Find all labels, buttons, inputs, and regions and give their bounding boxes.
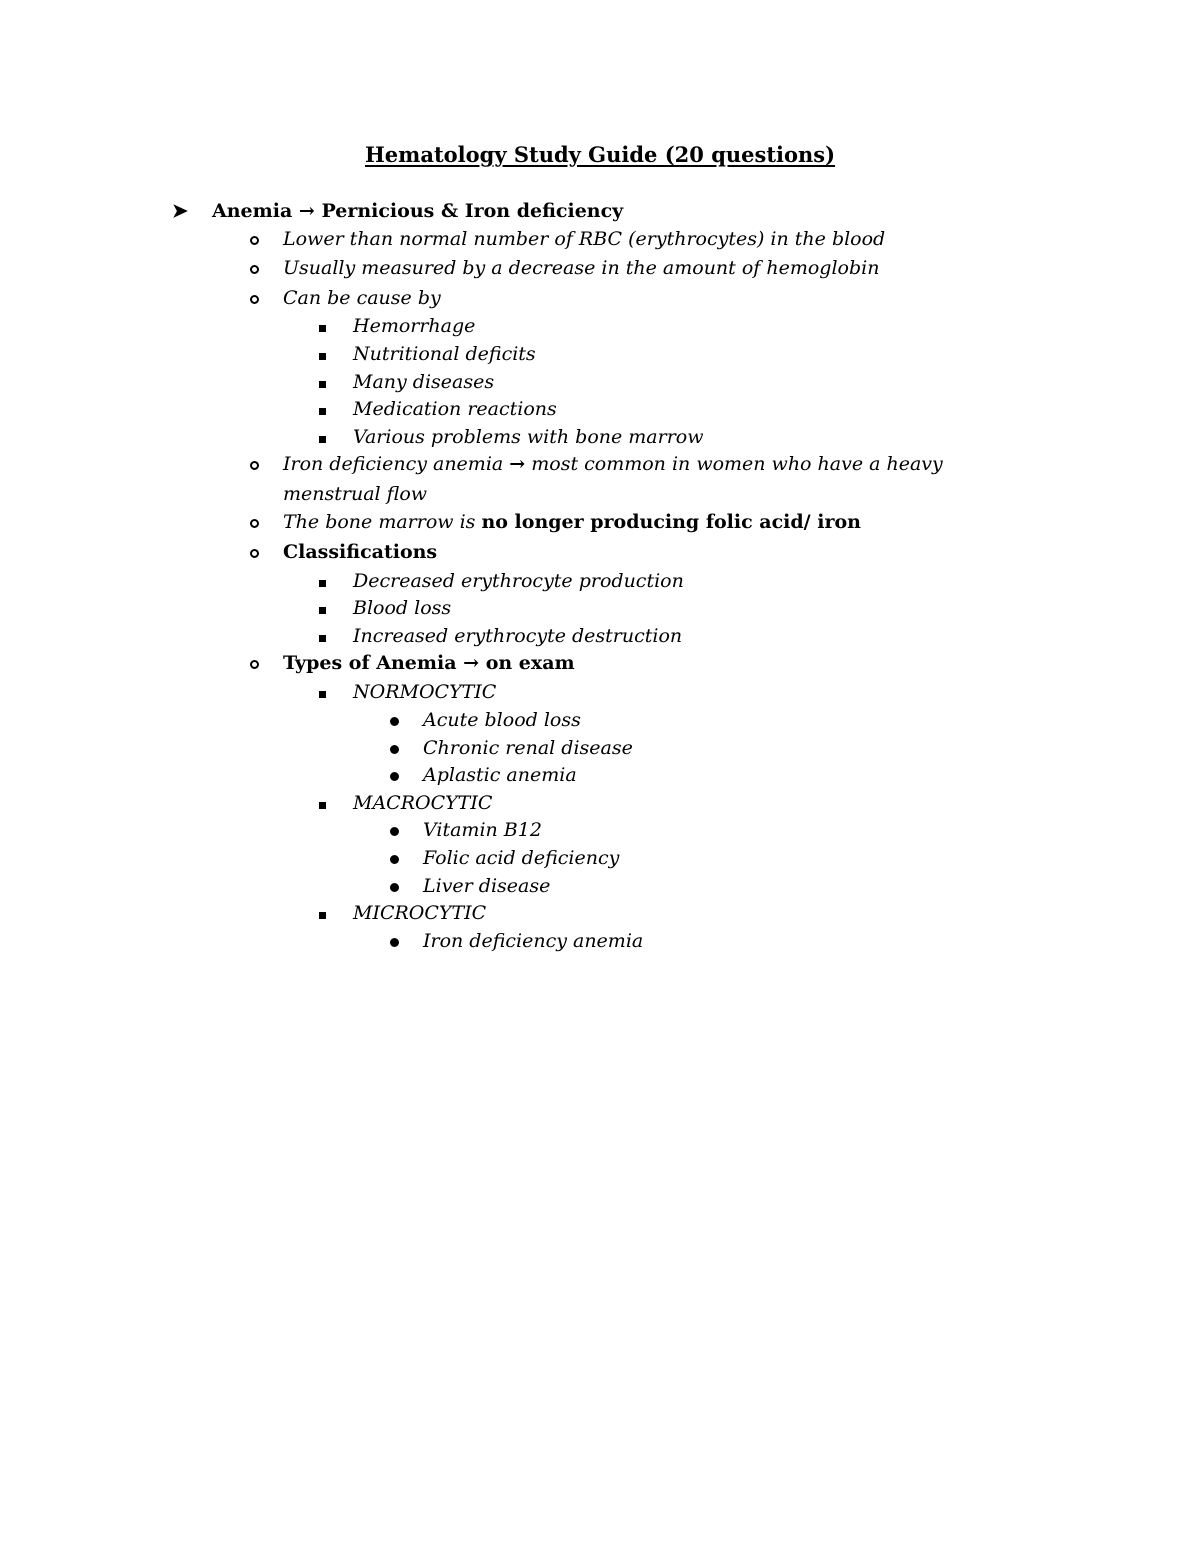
dot-bullet-icon xyxy=(390,845,399,871)
list-item: MICROCYTIC xyxy=(353,902,487,924)
dot-bullet-icon xyxy=(390,817,399,843)
square-bullet-icon xyxy=(319,341,326,367)
list-item: Liver disease xyxy=(423,875,551,897)
list-item: Chronic renal disease xyxy=(423,737,633,759)
list-item-heading xyxy=(283,650,575,676)
square-bullet-icon xyxy=(319,396,326,422)
list-item xyxy=(283,451,943,477)
section-heading-tail: Pernicious & Iron deficiency xyxy=(321,200,624,222)
list-item-text: on exam xyxy=(485,652,575,674)
dot-bullet-icon xyxy=(390,735,399,761)
circle-bullet-icon xyxy=(250,509,259,535)
list-item: Medication reactions xyxy=(353,398,557,420)
list-item-text: Iron deficiency anemia xyxy=(283,453,504,475)
arrowhead-bullet-icon: ➤ xyxy=(172,200,188,222)
square-bullet-icon xyxy=(319,424,326,450)
list-item: Increased erythrocyte destruction xyxy=(353,625,683,647)
square-bullet-icon xyxy=(319,595,326,621)
list-item: Many diseases xyxy=(353,371,495,393)
dot-bullet-icon xyxy=(390,707,399,733)
list-item-emphasis: no longer producing folic acid/ iron xyxy=(481,511,861,533)
square-bullet-icon xyxy=(319,568,326,594)
list-item-text: The bone marrow is xyxy=(283,511,476,533)
list-item: Lower than normal number of RBC (erythrocytes) in the blood xyxy=(283,228,886,250)
arrow-icon: → xyxy=(509,453,526,475)
list-item: Decreased erythrocyte production xyxy=(353,570,684,592)
list-item xyxy=(283,509,861,535)
dot-bullet-icon xyxy=(390,928,399,954)
list-item: Various problems with bone marrow xyxy=(353,426,704,448)
list-item: Folic acid deficiency xyxy=(423,847,620,869)
section-heading xyxy=(212,198,623,224)
square-bullet-icon xyxy=(319,900,326,926)
list-item: Nutritional deficits xyxy=(353,343,536,365)
list-item: Acute blood loss xyxy=(423,709,581,731)
list-item-text: Types of Anemia xyxy=(283,652,457,674)
list-item: Hemorrhage xyxy=(353,315,476,337)
list-item: NORMOCYTIC xyxy=(353,681,497,703)
square-bullet-icon xyxy=(319,313,326,339)
circle-bullet-icon xyxy=(250,285,259,311)
arrow-icon: → xyxy=(463,652,480,674)
list-item: Vitamin B12 xyxy=(423,819,542,841)
list-item-heading: Classifications xyxy=(283,541,438,563)
page-title: Hematology Study Guide (20 questions) xyxy=(364,142,836,167)
list-item: Aplastic anemia xyxy=(423,764,577,786)
arrow-icon: → xyxy=(298,200,315,222)
list-item: Can be cause by xyxy=(283,287,441,309)
list-item: MACROCYTIC xyxy=(353,792,493,814)
dot-bullet-icon xyxy=(390,873,399,899)
section-heading-title: Anemia xyxy=(212,200,293,222)
list-item: Blood loss xyxy=(353,597,452,619)
circle-bullet-icon xyxy=(250,539,259,565)
list-item: Usually measured by a decrease in the amount of hemoglobin xyxy=(283,257,880,279)
list-item-continuation: menstrual flow xyxy=(283,483,428,505)
circle-bullet-icon xyxy=(250,650,259,676)
list-item-text: most common in women who have a heavy xyxy=(531,453,943,475)
list-item: Iron deficiency anemia xyxy=(423,930,644,952)
square-bullet-icon xyxy=(319,679,326,705)
circle-bullet-icon xyxy=(250,226,259,252)
circle-bullet-icon xyxy=(250,255,259,281)
square-bullet-icon xyxy=(319,790,326,816)
dot-bullet-icon xyxy=(390,762,399,788)
circle-bullet-icon xyxy=(250,451,259,477)
square-bullet-icon xyxy=(319,623,326,649)
square-bullet-icon xyxy=(319,369,326,395)
